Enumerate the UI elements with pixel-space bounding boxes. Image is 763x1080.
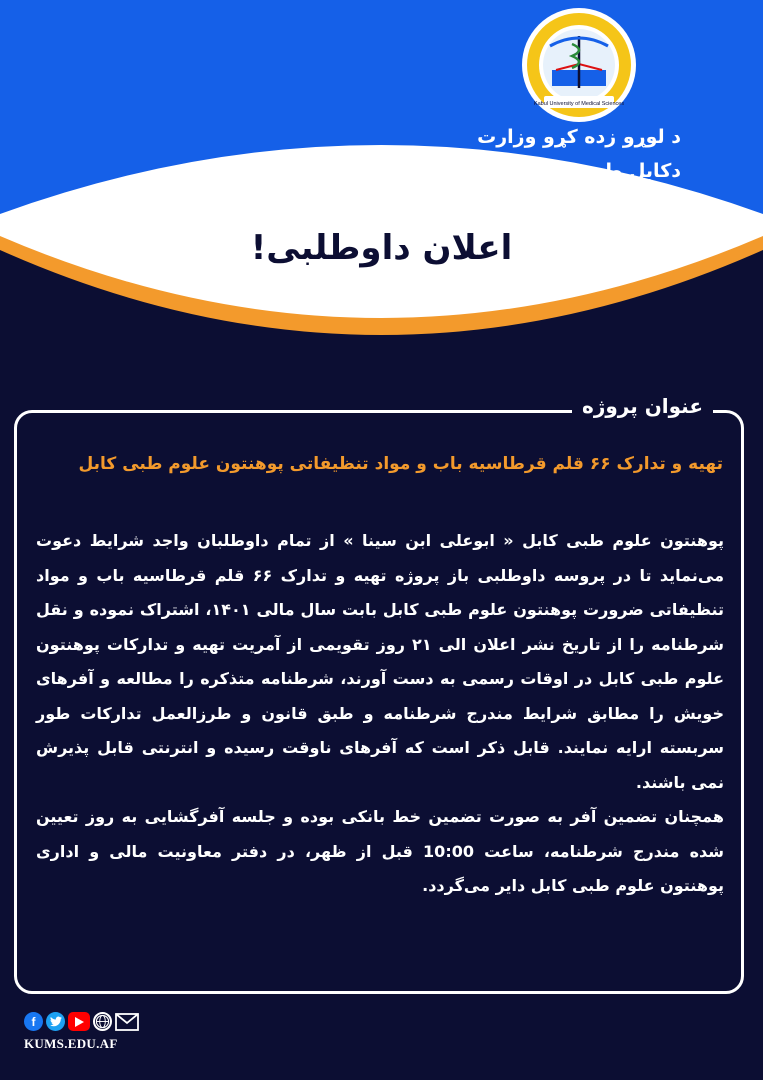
announcement-body — [36, 524, 724, 904]
body-paragraph-1: پوهنتون علوم طبی کابل « ابوعلی ابن سینا » از تمام داوطلبان واجد شرایط دعوت می‌نماید تا در پروسه داوطلبی باز پروژه تهیه و تدارک ۶۶ قلم قرطاسیه باب و مواد تنظیفاتی ضرورت پوهنتون علوم طبی کابل بابت سال مالی ۱۴۰۱، اشتراک نموده و نقل شرطنامه را از تاریخ نشر اعلان الی ۲۱ روز تقویمی از آمریت تهیه و تدارکات پوهنتون علوم طبی کابل در اوقات رسمی به دست آورند، شرطنامه متذکره را مطالعه و آفرهای خویش را مطابق شرایط مندرج شرطنامه و طبق قانون و طرزالعمل تدارکات طور سربسته ارایه نمایند. قابل ذکر است که آفرهای ناوقت رسیده و انترنتی قابل پذیرش نمی باشند. — [36, 531, 724, 792]
website-url[interactable]: KUMS.EDU.AF — [24, 1036, 118, 1051]
announcement-title: اعلان داوطلبی! — [250, 228, 513, 268]
twitter-icon[interactable] — [46, 1012, 65, 1031]
ministry-name: د لوړو زده کړو وزارت — [477, 126, 681, 148]
facebook-icon[interactable]: f — [24, 1012, 43, 1031]
web-icon[interactable] — [93, 1012, 112, 1031]
university-logo — [520, 6, 638, 124]
mail-icon[interactable] — [115, 1013, 139, 1031]
social-links — [24, 1012, 139, 1031]
project-label: عنوان پروژه — [572, 394, 713, 418]
svg-text:Kabul University of Medical Sc: Kabul University of Medical Sciences — [533, 101, 625, 107]
body-paragraph-2: همچنان تضمین آفر به صورت تضمین خط بانکی بوده و جلسه آفرگشایی به روز تعیین شده مندرج شرطنامه، ساعت 10:00 قبل از ظهر، در دفتر معاونیت مالی و اداری پوهنتون علوم طبی کابل دایر می‌گردد. — [36, 807, 725, 895]
youtube-icon[interactable] — [68, 1012, 90, 1031]
project-title: تهیه و تدارک ۶۶ قلم قرطاسیه باب و مواد تنظیفاتی پوهنتون علوم طبی کابل — [78, 454, 723, 474]
university-name: دکابل طبي علومو پوهنتون — [432, 160, 681, 182]
